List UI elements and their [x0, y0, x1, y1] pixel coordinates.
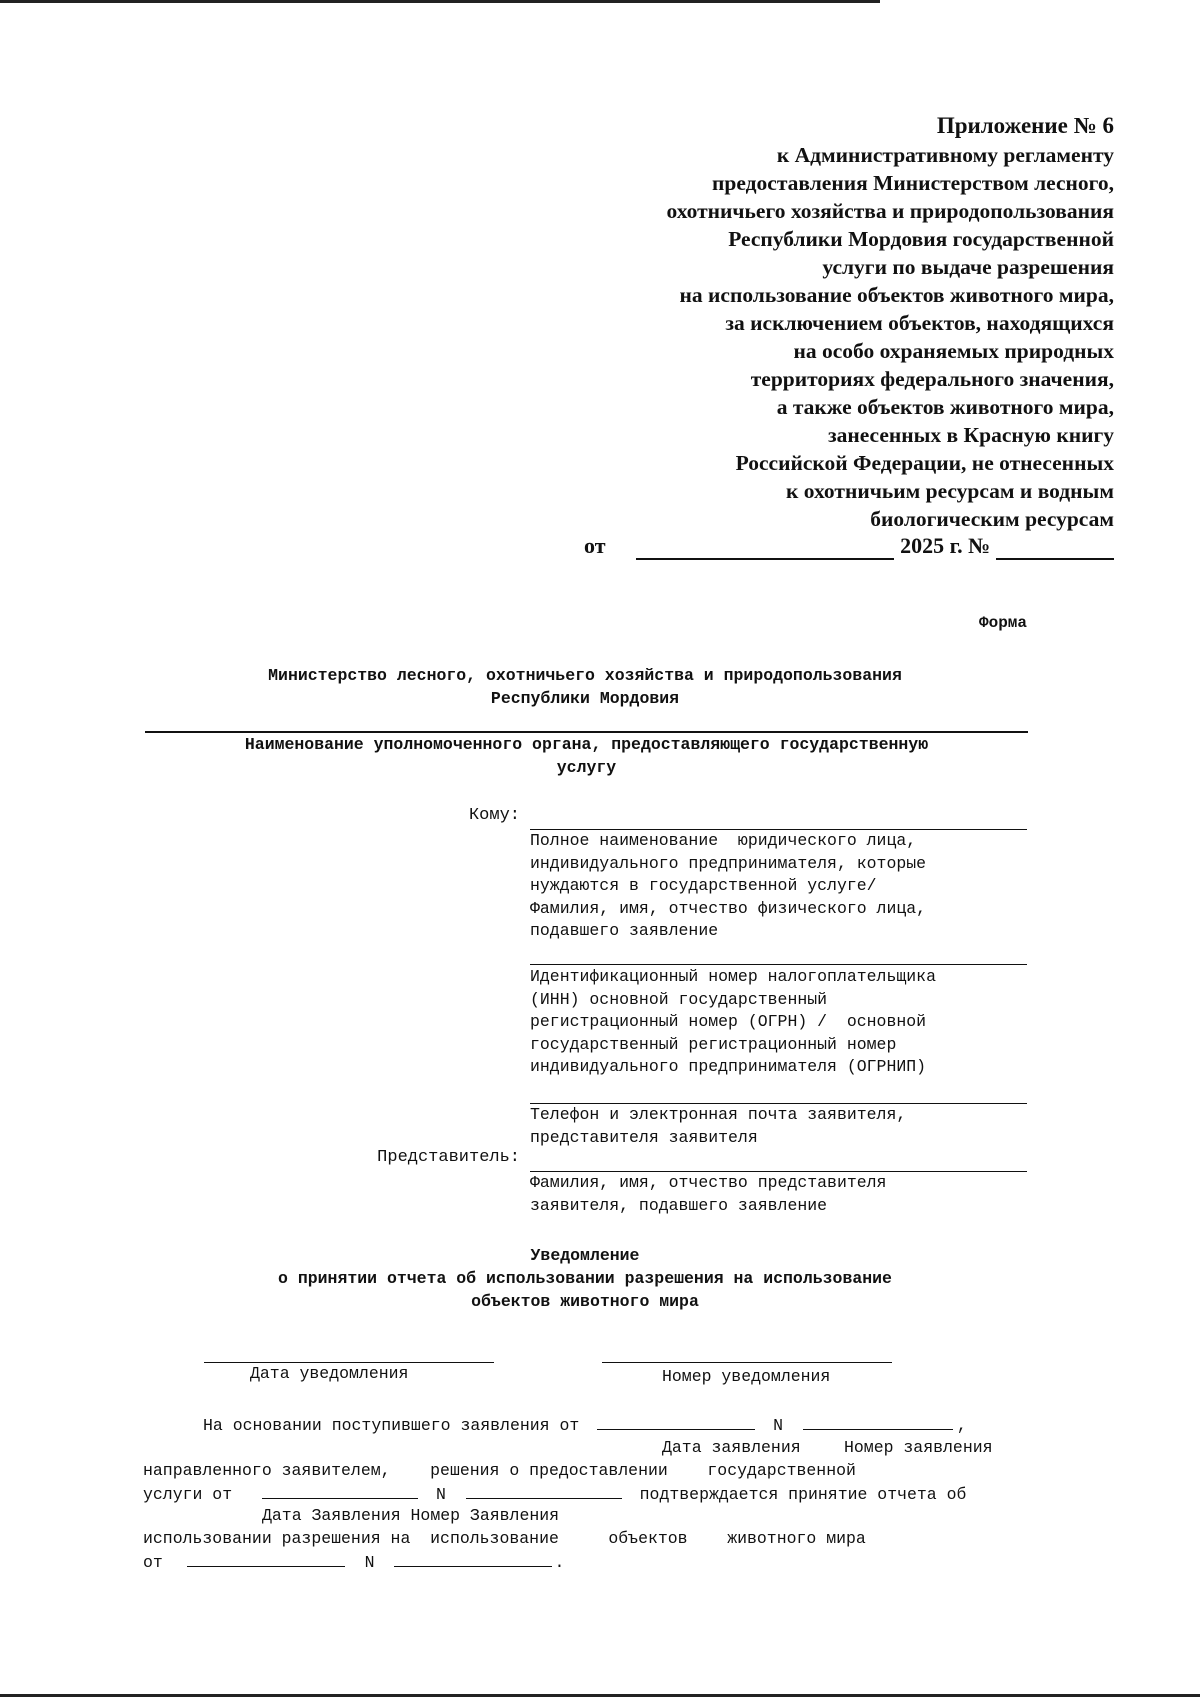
inn-line [530, 964, 1027, 965]
body-line-3 [143, 1482, 1028, 1506]
organ-caption-line: Наименование уполномоченного органа, предоставляющего государственную [244, 735, 929, 754]
appendix-line: биологическим ресурсам [870, 507, 1114, 531]
body-text: На основании поступившего заявления от [203, 1416, 580, 1435]
representative-caption: Фамилия, имя, отчество представителя заявителя, подавшего заявление [530, 1173, 887, 1215]
body-text: подтверждается принятие отчета об [639, 1485, 967, 1504]
caption-2: Дата Заявления Номер Заявления [262, 1506, 560, 1525]
appendix-date-line [584, 532, 1114, 560]
to-label: Кому: [468, 806, 520, 825]
n-sign: N [435, 1485, 446, 1504]
appendix-line: территориях федерального значения, [750, 367, 1114, 391]
notice-number-line [602, 1362, 892, 1363]
decision-date-blank [262, 1482, 418, 1499]
appendix-line: Республики Мордовия государственной [728, 227, 1114, 251]
form-label: Форма [978, 614, 1027, 632]
body-line-5 [143, 1550, 1028, 1574]
appendix-line: на особо охраняемых природных [793, 339, 1114, 363]
year-text: 2025 г. № [900, 533, 991, 558]
comma: , [956, 1416, 967, 1435]
contacts-caption: Телефон и электронная почта заявителя, представителя заявителя [530, 1105, 907, 1147]
body-line-4: использовании разрешения на использование объектов животного мира [143, 1529, 866, 1548]
body-line-2: направленного заявителем, решения о предоставлении государственной [143, 1461, 856, 1480]
n-sign: N [773, 1416, 783, 1435]
organ-caption-line: услугу [556, 758, 617, 777]
application-number-blank [803, 1413, 953, 1430]
appendix-line: охотничьего хозяйства и природопользования [666, 199, 1114, 223]
recipient-name-caption: Полное наименование юридического лица, индивидуального предпринимателя, которые нуждаются в государственной услуге/ Фамилия, имя, отчество физического лица, подавшего заявление [530, 831, 927, 940]
ministry-line: Министерство лесного, охотничьего хозяйства и природопользования [268, 666, 902, 685]
body-text: услуги от [143, 1485, 233, 1504]
notice-subtitle: о принятии отчета об использовании разрешения на использование [278, 1269, 892, 1288]
body-line-1 [203, 1413, 1033, 1437]
period: . [554, 1553, 565, 1572]
date-prefix: от [584, 533, 606, 558]
caption-number: Номер заявления [844, 1438, 993, 1457]
notice-date-caption: Дата уведомления [250, 1364, 409, 1383]
caption-date: Дата заявления [662, 1438, 801, 1457]
organ-caption [145, 733, 1028, 779]
permit-date-blank [187, 1550, 345, 1567]
notice-date-line [204, 1362, 494, 1363]
appendix-line: к Административному регламенту [776, 143, 1114, 167]
appendix-line: на использование объектов животного мира, [679, 283, 1114, 307]
notice-heading: Уведомление [530, 1246, 640, 1265]
scan-border-top [0, 0, 880, 3]
body-text: от [143, 1553, 163, 1572]
appendix-line: к охотничьим ресурсам и водным [786, 479, 1114, 503]
permit-number-blank [394, 1550, 552, 1567]
notice-number-caption: Номер уведомления [662, 1367, 831, 1386]
notice-title [140, 1244, 1030, 1313]
representative-label: Представитель: [377, 1148, 520, 1167]
ministry-line: Республики Мордовия [490, 689, 680, 708]
notice-subtitle: объектов животного мира [471, 1292, 699, 1311]
appendix-line: а также объектов животного мира, [776, 395, 1114, 419]
appendix-line: занесенных в Красную книгу [827, 423, 1114, 447]
appendix-line: услуги по выдаче разрешения [822, 255, 1114, 279]
appendix-line: предоставления Министерством лесного, [712, 171, 1114, 195]
appendix-title: Приложение № 6 [936, 113, 1114, 138]
application-date-blank [597, 1413, 755, 1430]
appendix-line: Российской Федерации, не отнесенных [735, 451, 1114, 475]
number-blank [996, 534, 1114, 560]
n-sign: N [364, 1553, 375, 1572]
date-blank [636, 534, 895, 560]
ministry-name [140, 664, 1030, 710]
appendix-line: за исключением объектов, находящихся [725, 311, 1114, 335]
decision-number-blank [466, 1482, 622, 1499]
appendix-header [554, 111, 1114, 533]
inn-caption: Идентификационный номер налогоплательщика (ИНН) основной государственный регистрационный номер (ОГРН) / основной государственный регистрационный номер индивидуального предпринимателя (ОГРНИП) [530, 967, 936, 1076]
